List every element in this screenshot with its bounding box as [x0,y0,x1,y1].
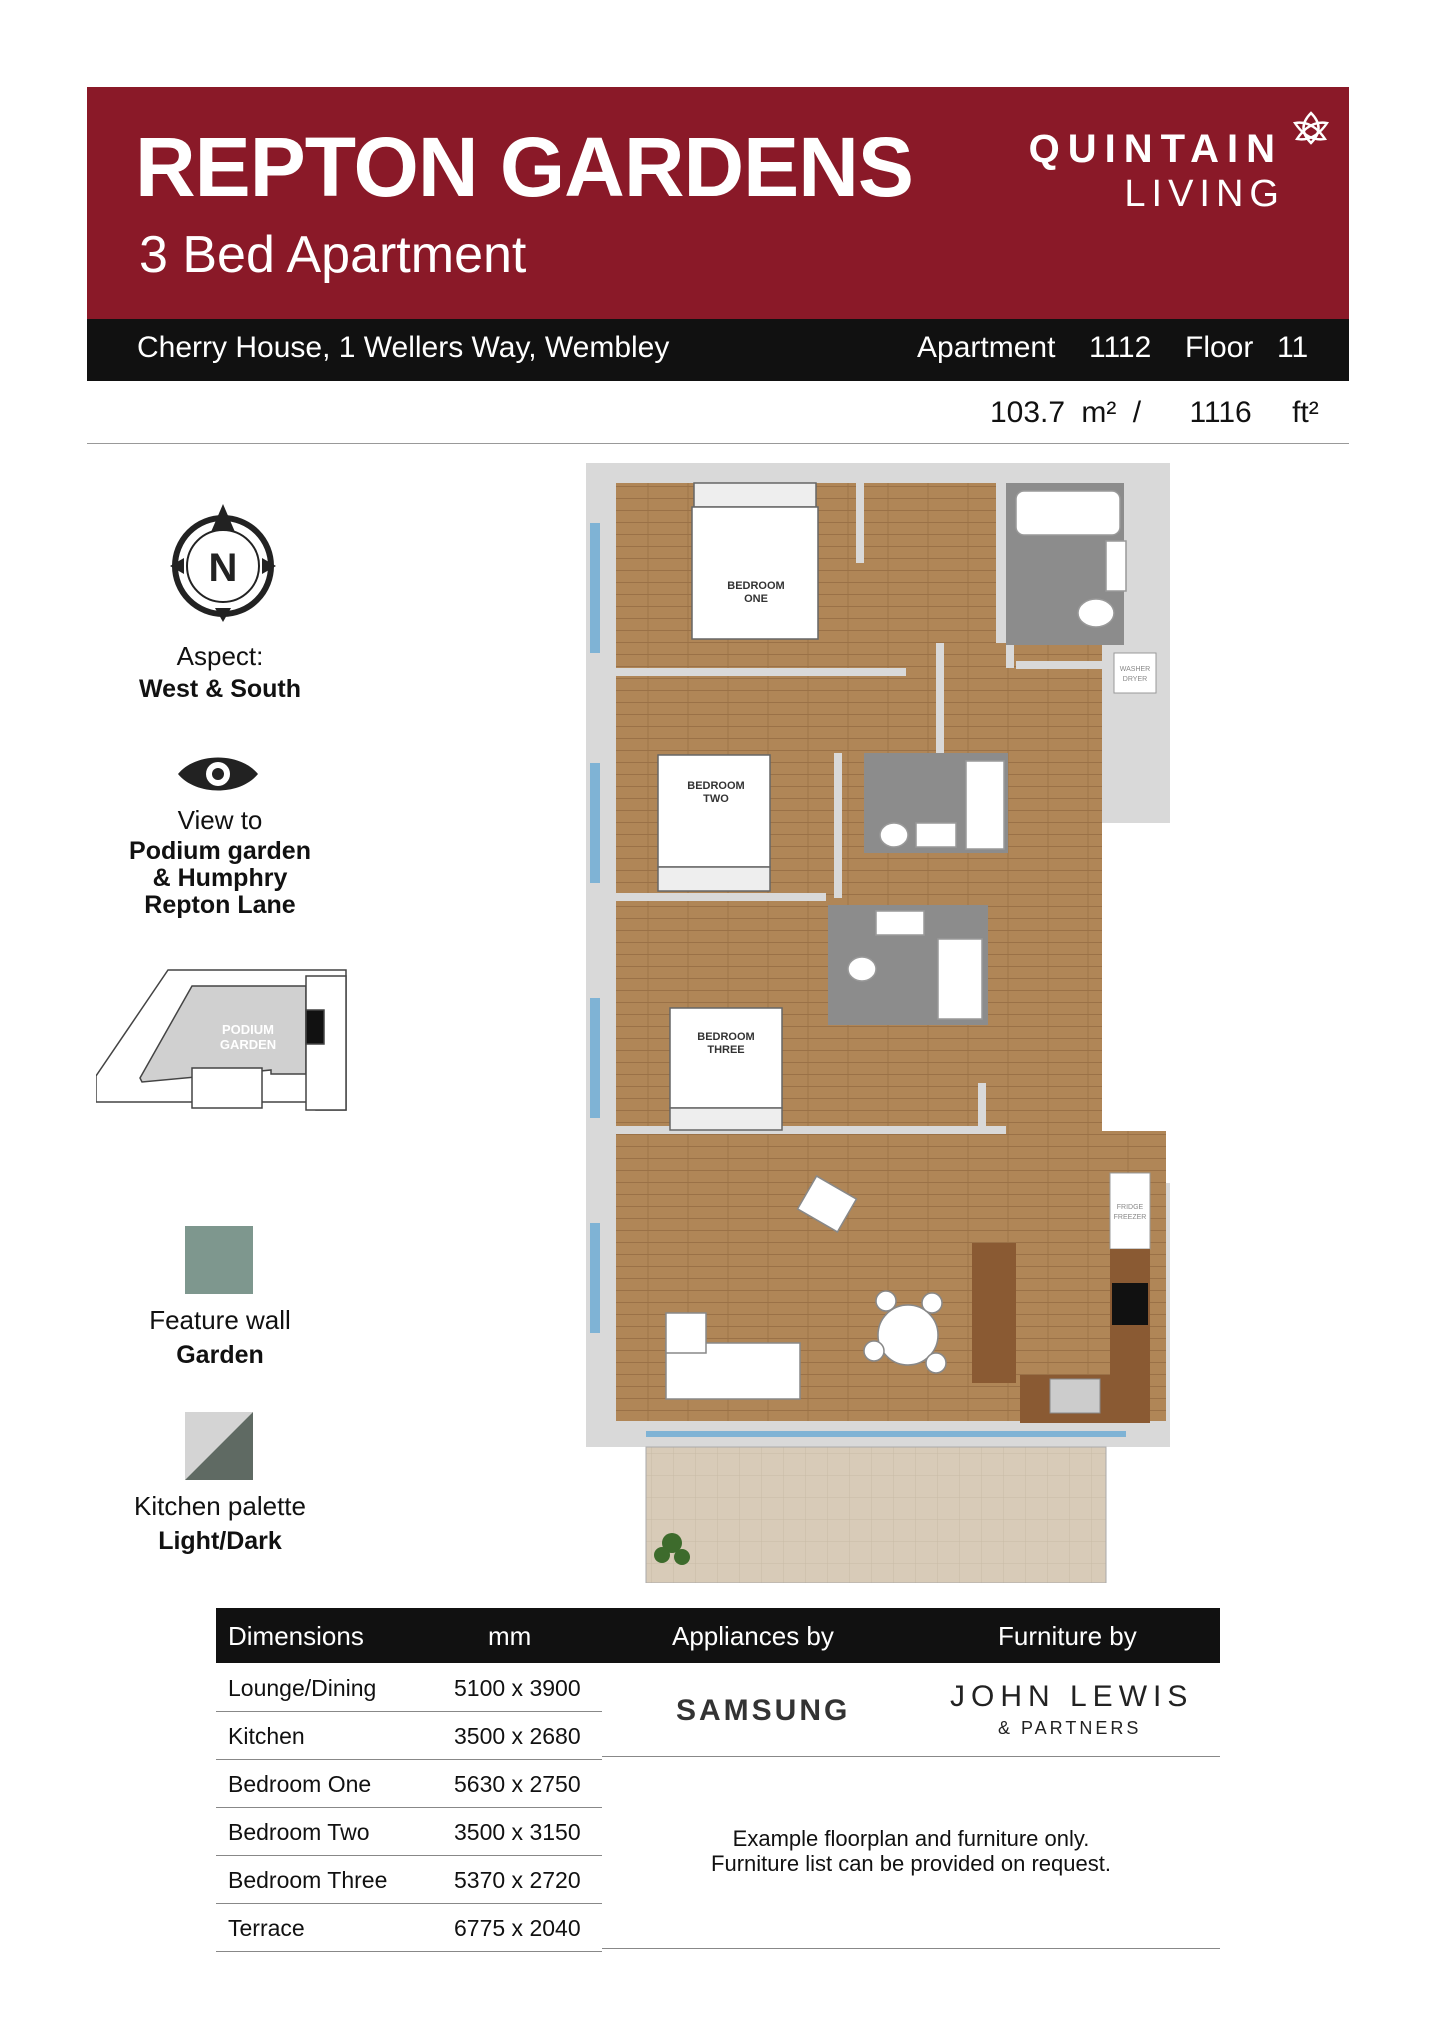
svg-text:WASHER: WASHER [1119,666,1151,673]
samsung-logo: SAMSUNG [676,1694,851,1727]
header-appliances: Appliances by [672,1621,834,1651]
table-header [216,1608,1220,1663]
svg-text:FRIDGE: FRIDGE [1116,1204,1144,1211]
table-row [216,1807,602,1856]
view-label: View to [177,805,263,835]
feature-wall-value: Garden [176,1341,264,1369]
room-size: 5370 x 2720 [454,1867,581,1893]
quintain-knot-icon [1291,109,1331,149]
site-plan-diagram [96,964,350,1122]
room-label: BEDROOM [697,1031,755,1043]
header-dimensions: Dimensions [228,1621,364,1651]
floor-number: 11 [1277,331,1309,364]
bed-one-icon [692,507,818,639]
compass-north-icon [166,502,280,624]
room-label: TWO [703,793,729,805]
kitchen-palette-label: Kitchen palette [133,1491,306,1521]
header-mm: mm [488,1621,532,1651]
svg-text:FREEZER: FREEZER [1113,1214,1147,1221]
room-label: BEDROOM [727,580,785,592]
room-name: Bedroom Two [228,1819,370,1845]
room-name: Kitchen [228,1723,305,1749]
area-sqft-unit: ft² [1292,396,1319,429]
eye-icon [176,752,260,796]
shower-icon [966,761,1004,849]
header-banner [87,87,1349,319]
room-name: Bedroom One [228,1771,372,1797]
bed-two-icon [658,755,770,867]
floor-label: Floor [1185,331,1254,364]
table-row [216,1855,602,1904]
brand-logo-line1: QUINTAIN [1028,127,1283,171]
page-subtitle: 3 Bed Apartment [139,226,527,284]
divider [602,1756,1220,1757]
area-separator: / [1132,396,1142,429]
note-line-1: Example floorplan and furniture only. [732,1826,1090,1851]
room-name: Terrace [228,1915,305,1941]
kitchen-palette-value: Light/Dark [158,1527,282,1555]
room-label: BEDROOM [687,780,745,792]
svg-text:DRYER: DRYER [1122,676,1148,683]
table-row [216,1903,602,1952]
divider [602,1948,1220,1949]
area-sqm: 103.7 [990,396,1066,429]
sink-icon [1050,1379,1100,1413]
john-lewis-logo-sub: & PARTNERS [998,1718,1142,1738]
apartment-number: 1112 [1089,331,1152,364]
room-size: 5630 x 2750 [454,1771,581,1797]
terrace [646,1447,1106,1583]
table-row [216,1711,602,1760]
compass-letter: N [208,546,238,590]
area-sqm-unit: m² [1081,396,1117,429]
room-size: 3500 x 3150 [454,1819,581,1845]
room-label: THREE [707,1044,745,1056]
feature-wall-swatch [185,1226,253,1294]
kitchen-island [972,1243,1016,1383]
disclaimer-note [602,1826,1220,1877]
view-line-3: Repton Lane [144,891,296,919]
feature-wall-label: Feature wall [149,1305,291,1335]
floorplan-diagram [586,463,1170,1583]
area-sqft: 1116 [1189,396,1252,429]
hob-icon [1112,1283,1148,1325]
divider [87,443,1349,444]
table-row [216,1663,602,1712]
room-size: 6775 x 2040 [454,1915,581,1941]
page-title: REPTON GARDENS [135,120,913,214]
header-furniture: Furniture by [998,1621,1137,1651]
apartment-label: Apartment [917,331,1056,364]
brand-logo-line2: LIVING [1124,173,1285,215]
kitchen-palette-swatch [185,1412,253,1480]
john-lewis-logo: JOHN LEWIS [950,1680,1194,1713]
table-row [216,1759,602,1808]
room-size: 5100 x 3900 [454,1675,581,1701]
view-line-2: & Humphry [152,864,288,892]
address-bar [87,319,1349,381]
address: Cherry House, 1 Wellers Way, Wembley [137,331,670,364]
room-size: 3500 x 2680 [454,1723,581,1749]
bathtub-icon [1016,491,1120,535]
fridge-icon [1110,1173,1150,1249]
site-plan-label-2: GARDEN [219,1037,277,1052]
note-line-2: Furniture list can be provided on request. [711,1851,1111,1877]
shower-icon [938,939,982,1019]
bed-three-icon [670,1008,782,1108]
room-name: Lounge/Dining [228,1675,377,1701]
aspect-value: West & South [138,675,302,703]
area-summary [990,398,1327,428]
view-line-1: Podium garden [129,837,311,865]
site-plan-label-1: PODIUM [222,1022,274,1037]
aspect-label: Aspect: [176,641,264,671]
toilet-icon [1078,599,1114,627]
room-name: Bedroom Three [228,1867,388,1893]
room-label: ONE [744,593,768,605]
